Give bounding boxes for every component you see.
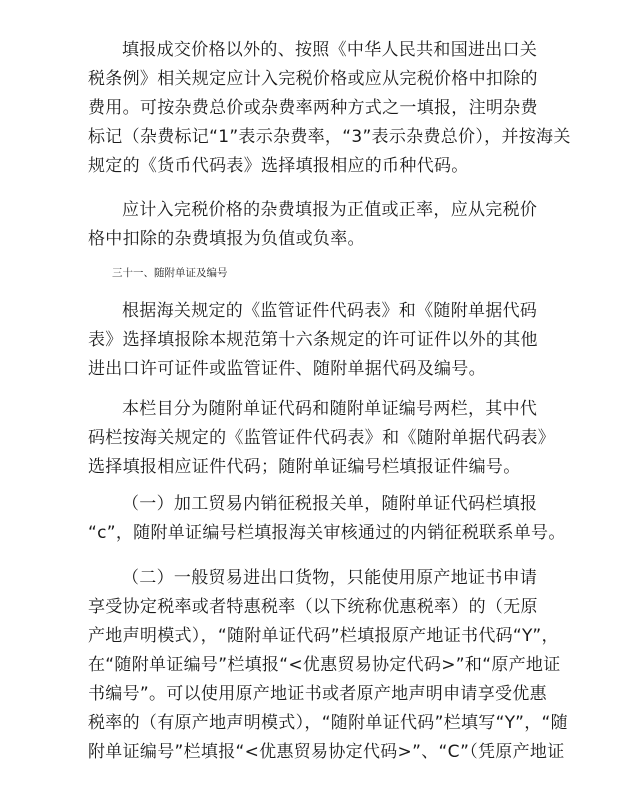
text-line: 格中扣除的杂费填报为负值或负率。 <box>88 229 365 249</box>
section-heading: 三十一、随附单证及编号 <box>112 267 228 279</box>
text-line: 进出口许可证件或监管证件、随附单据代码及编号。 <box>88 359 486 379</box>
text-line: 应计入完税价格的杂费填报为正值或正率，应从完税价 <box>122 200 538 220</box>
text-line: 本栏目分为随附单证代码和随附单证编号两栏，其中代 <box>122 399 538 419</box>
text-line: 码栏按海关规定的《监管证件代码表》和《随附单据代码表》 <box>88 428 556 448</box>
text-line: “c”，随附单证编号栏填报海关审核通过的内销征税联系单号。 <box>88 523 566 543</box>
text-line: （二）一般贸易进出口货物，只能使用原产地证书申请 <box>122 568 538 588</box>
paragraph-item-one <box>88 490 566 548</box>
paragraph-misc-fees <box>88 36 571 181</box>
text-line: 税条例》相关规定应计入完税价格或应从完税价格中扣除的 <box>88 69 538 89</box>
paragraph-two-columns <box>88 395 556 482</box>
text-line: 书编号”。可以使用原产地证书或者原产地声明申请享受优惠 <box>88 684 547 704</box>
text-line: 在“随附单证编号”栏填报“<优惠贸易协定代码>”和“原产地证 <box>88 655 561 675</box>
text-line: 享受协定税率或者特惠税率（以下统称优惠税率）的（无原 <box>88 597 538 617</box>
text-line: 附单证编号”栏填报“<优惠贸易协定代码>”、“C”（凭原产地证 <box>88 742 565 762</box>
text-line: 表》选择填报除本规范第十六条规定的许可证件以外的其他 <box>88 330 538 350</box>
text-line: 填报成交价格以外的、按照《中华人民共和国进出口关 <box>122 40 538 60</box>
text-line: 产地声明模式），“随附单证代码”栏填报原产地证书代码“Y”， <box>88 626 559 646</box>
text-line: 税率的（有原产地声明模式），“随附单证代码”栏填写“Y”，“随 <box>88 713 568 733</box>
text-line: （一）加工贸易内销征税报关单，随附单证代码栏填报 <box>122 494 538 514</box>
text-line: 规定的《货币代码表》选择填报相应的币种代码。 <box>88 156 469 176</box>
paragraph-code-tables <box>88 297 538 384</box>
paragraph-item-two <box>88 564 568 767</box>
text-line: 费用。可按杂费总价或杂费率两种方式之一填报，注明杂费 <box>88 98 538 118</box>
paragraph-positive-negative <box>88 196 538 254</box>
text-line: 根据海关规定的《监管证件代码表》和《随附单据代码 <box>122 301 538 321</box>
text-line: 选择填报相应证件代码；随附单证编号栏填报证件编号。 <box>88 457 521 477</box>
text-line: 标记（杂费标记“1”表示杂费率，“3”表示杂费总价），并按海关 <box>88 127 571 147</box>
